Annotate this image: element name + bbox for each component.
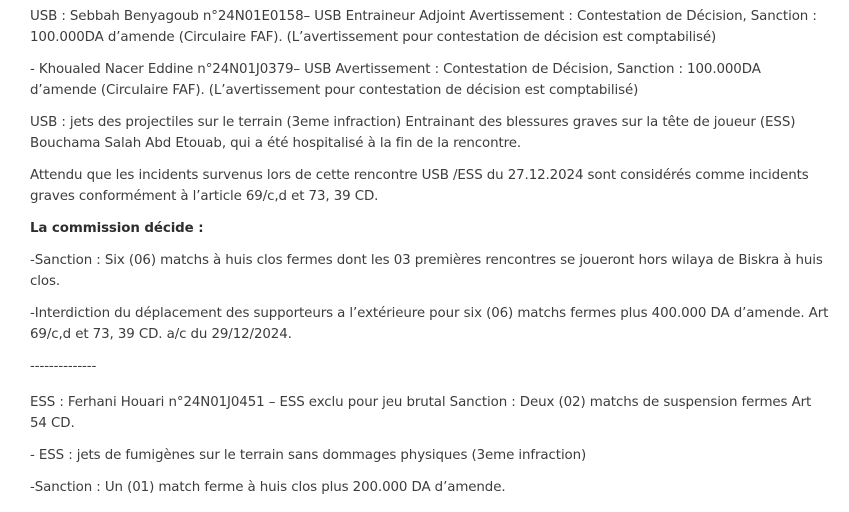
paragraph-khoualed: - Khoualed Nacer Eddine n°24N01J0379– USB Avertissement : Contestation de Décision, Sanction : 100.000DA d’amende (Circulaire FAF). (L’avertissement pour contestation de décision est comptabilisé) — [30, 62, 761, 98]
paragraph-usb-sebbah: USB : Sebbah Benyagoub n°24N01E0158– USB Entraineur Adjoint Avertissement : Contestation de Décision, Sanction : 100.000DA d’amende (Circulaire FAF). (L’avertissement pour contestation de décision est comptabilisé) — [30, 9, 817, 45]
paragraph-ess-fumigenes: - ESS : jets de fumigènes sur le terrain sans dommages physiques (3eme infraction) — [30, 448, 587, 463]
separator-line: -------------- — [30, 359, 97, 374]
paragraph-ess-ferhani: ESS : Ferhani Houari n°24N01J0451 – ESS exclu pour jeu brutal Sanction : Deux (02) matchs de suspension fermes Art 54 CD. — [30, 395, 812, 431]
paragraph-interdiction: -Interdiction du déplacement des supporteurs a l’extérieure pour six (06) matchs fermes plus 400.000 DA d’amende. Art 69/c,d et 73, 39 CD. a/c du 29/12/2024. — [30, 306, 829, 342]
paragraph-attendu: Attendu que les incidents survenus lors de cette rencontre USB /ESS du 27.12.2024 sont considérés comme incidents graves conformément à l’article 69/c,d et 73, 39 CD. — [30, 168, 809, 204]
paragraph-usb-projectiles: USB : jets des projectiles sur le terrain (3eme infraction) Entrainant des blessures graves sur la tête de joueur (ESS) Bouchama Salah Abd Etouab, qui a été hospitalisé à la fin de la rencontre. — [30, 115, 796, 151]
paragraph-sanction-huis-clos: -Sanction : Six (06) matchs à huis clos fermes dont les 03 premières rencontres se joueront hors wilaya de Biskra à huis clos. — [30, 253, 823, 289]
paragraph-ess-sanction: -Sanction : Un (01) match ferme à huis clos plus 200.000 DA d’amende. — [30, 480, 506, 495]
document-body — [30, 6, 830, 509]
commission-heading: La commission décide : — [30, 221, 204, 236]
